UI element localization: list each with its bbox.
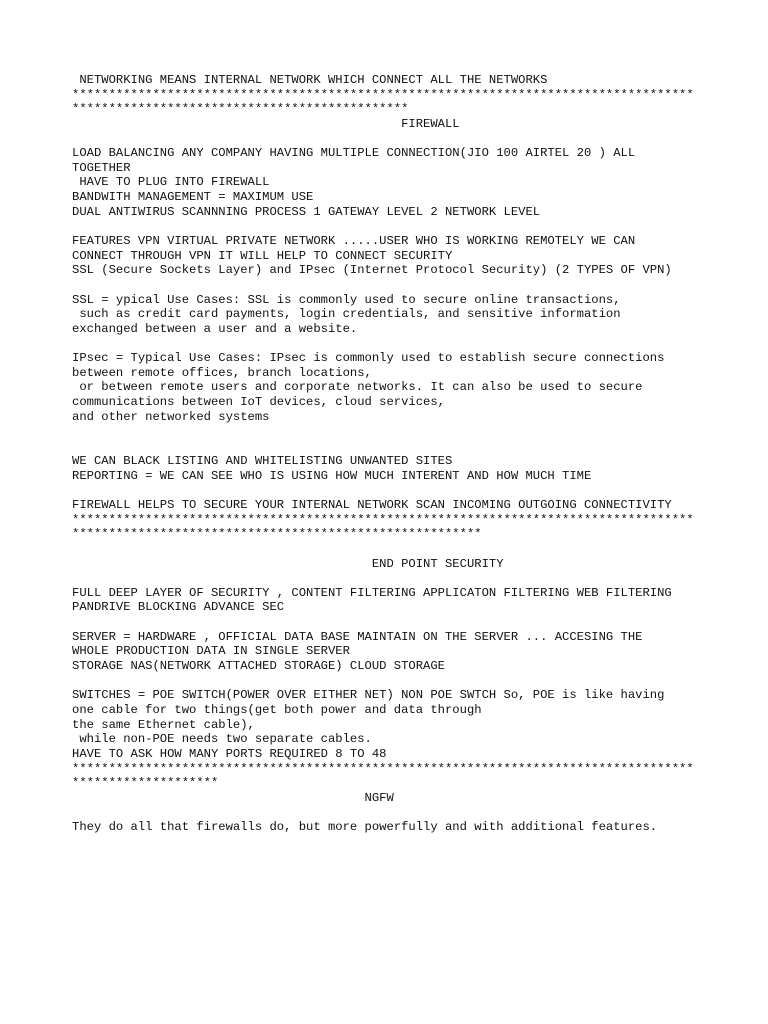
text-line: LOAD BALANCING ANY COMPANY HAVING MULTIPLE CONNECTION(JIO 100 AIRTEL 20 ) ALL	[72, 146, 636, 161]
blank-line	[72, 337, 712, 352]
text-line: They do all that firewalls do, but more powerfully and with additional features.	[72, 820, 658, 835]
text-line: SSL = ypical Use Cases: SSL is commonly used to secure online transactions,	[72, 292, 621, 307]
text-line: DUAL ANTIWIRUS SCANNNING PROCESS 1 GATEWAY LEVEL 2 NETWORK LEVEL	[72, 204, 541, 219]
text-line: SERVER = HARDWARE , OFFICIAL DATA BASE MAINTAIN ON THE SERVER ... ACCESING THE	[72, 629, 643, 644]
text-line: between remote offices, branch locations,	[72, 365, 372, 380]
text-line: PANDRIVE BLOCKING ADVANCE SEC	[72, 600, 285, 615]
blank-line	[72, 542, 712, 557]
text-line: SSL (Secure Sockets Layer) and IPsec (Internet Protocol Security) (2 TYPES OF VPN)	[72, 263, 672, 278]
divider-line: ********************	[72, 776, 219, 791]
document-body	[72, 73, 712, 835]
text-line: HAVE TO PLUG INTO FIREWALL	[72, 175, 270, 190]
divider-line: *************************************************************************************	[72, 512, 694, 527]
text-line: WE CAN BLACK LISTING AND WHITELISTING UNWANTED SITES	[72, 454, 453, 469]
intro-line: NETWORKING MEANS INTERNAL NETWORK WHICH CONNECT ALL THE NETWORKS	[72, 73, 548, 87]
blank-line	[72, 424, 712, 439]
text-line: the same Ethernet cable),	[72, 717, 255, 732]
text-line: communications between IoT devices, cloud services,	[72, 395, 445, 410]
text-line: exchanged between a user and a website.	[72, 321, 358, 336]
blank-line	[72, 571, 712, 586]
section-heading-ngfw: NGFW	[72, 790, 394, 805]
divider-line: ********************************************************	[72, 527, 482, 542]
text-line: HAVE TO ASK HOW MANY PORTS REQUIRED 8 TO 48	[72, 746, 387, 761]
text-line: or between remote users and corporate networks. It can also be used to secure	[72, 380, 643, 395]
text-line: BANDWITH MANAGEMENT = MAXIMUM USE	[72, 190, 314, 205]
divider-line: **********************************************	[72, 102, 409, 117]
text-line: FEATURES VPN VIRTUAL PRIVATE NETWORK .....USER WHO IS WORKING REMOTELY WE CAN	[72, 234, 636, 249]
text-line: while non-POE needs two separate cables.	[72, 732, 372, 747]
text-line: and other networked systems	[72, 409, 270, 424]
divider-line: *************************************************************************************	[72, 761, 694, 776]
section-heading-firewall: FIREWALL	[72, 116, 460, 131]
text-line: CONNECT THROUGH VPN IT WILL HELP TO CONNECT SECURITY	[72, 248, 453, 263]
text-line: TOGETHER	[72, 160, 131, 175]
blank-line	[72, 483, 712, 498]
text-line: REPORTING = WE CAN SEE WHO IS USING HOW MUCH INTERENT AND HOW MUCH TIME	[72, 468, 592, 483]
section-heading-endpoint: END POINT SECURITY	[72, 556, 504, 571]
text-line: FULL DEEP LAYER OF SECURITY , CONTENT FILTERING APPLICATON FILTERING WEB FILTERING	[72, 585, 672, 600]
text-line: one cable for two things(get both power and data through	[72, 702, 482, 717]
divider-line: *************************************************************************************	[72, 87, 694, 102]
blank-line	[72, 278, 712, 293]
text-line: WHOLE PRODUCTION DATA IN SINGLE SERVER	[72, 644, 350, 659]
blank-line	[72, 674, 712, 689]
blank-line	[72, 439, 712, 454]
text-line: such as credit card payments, login credentials, and sensitive information	[72, 307, 621, 322]
text-line: IPsec = Typical Use Cases: IPsec is commonly used to establish secure connections	[72, 351, 665, 366]
blank-line	[72, 805, 712, 820]
text-line: SWITCHES = POE SWITCH(POWER OVER EITHER NET) NON POE SWTCH So, POE is like having	[72, 688, 665, 703]
text-line: STORAGE NAS(NETWORK ATTACHED STORAGE) CLOUD STORAGE	[72, 659, 445, 674]
blank-line	[72, 219, 712, 234]
blank-line	[72, 132, 712, 147]
blank-line	[72, 615, 712, 630]
text-line: FIREWALL HELPS TO SECURE YOUR INTERNAL NETWORK SCAN INCOMING OUTGOING CONNECTIVITY	[72, 497, 672, 512]
